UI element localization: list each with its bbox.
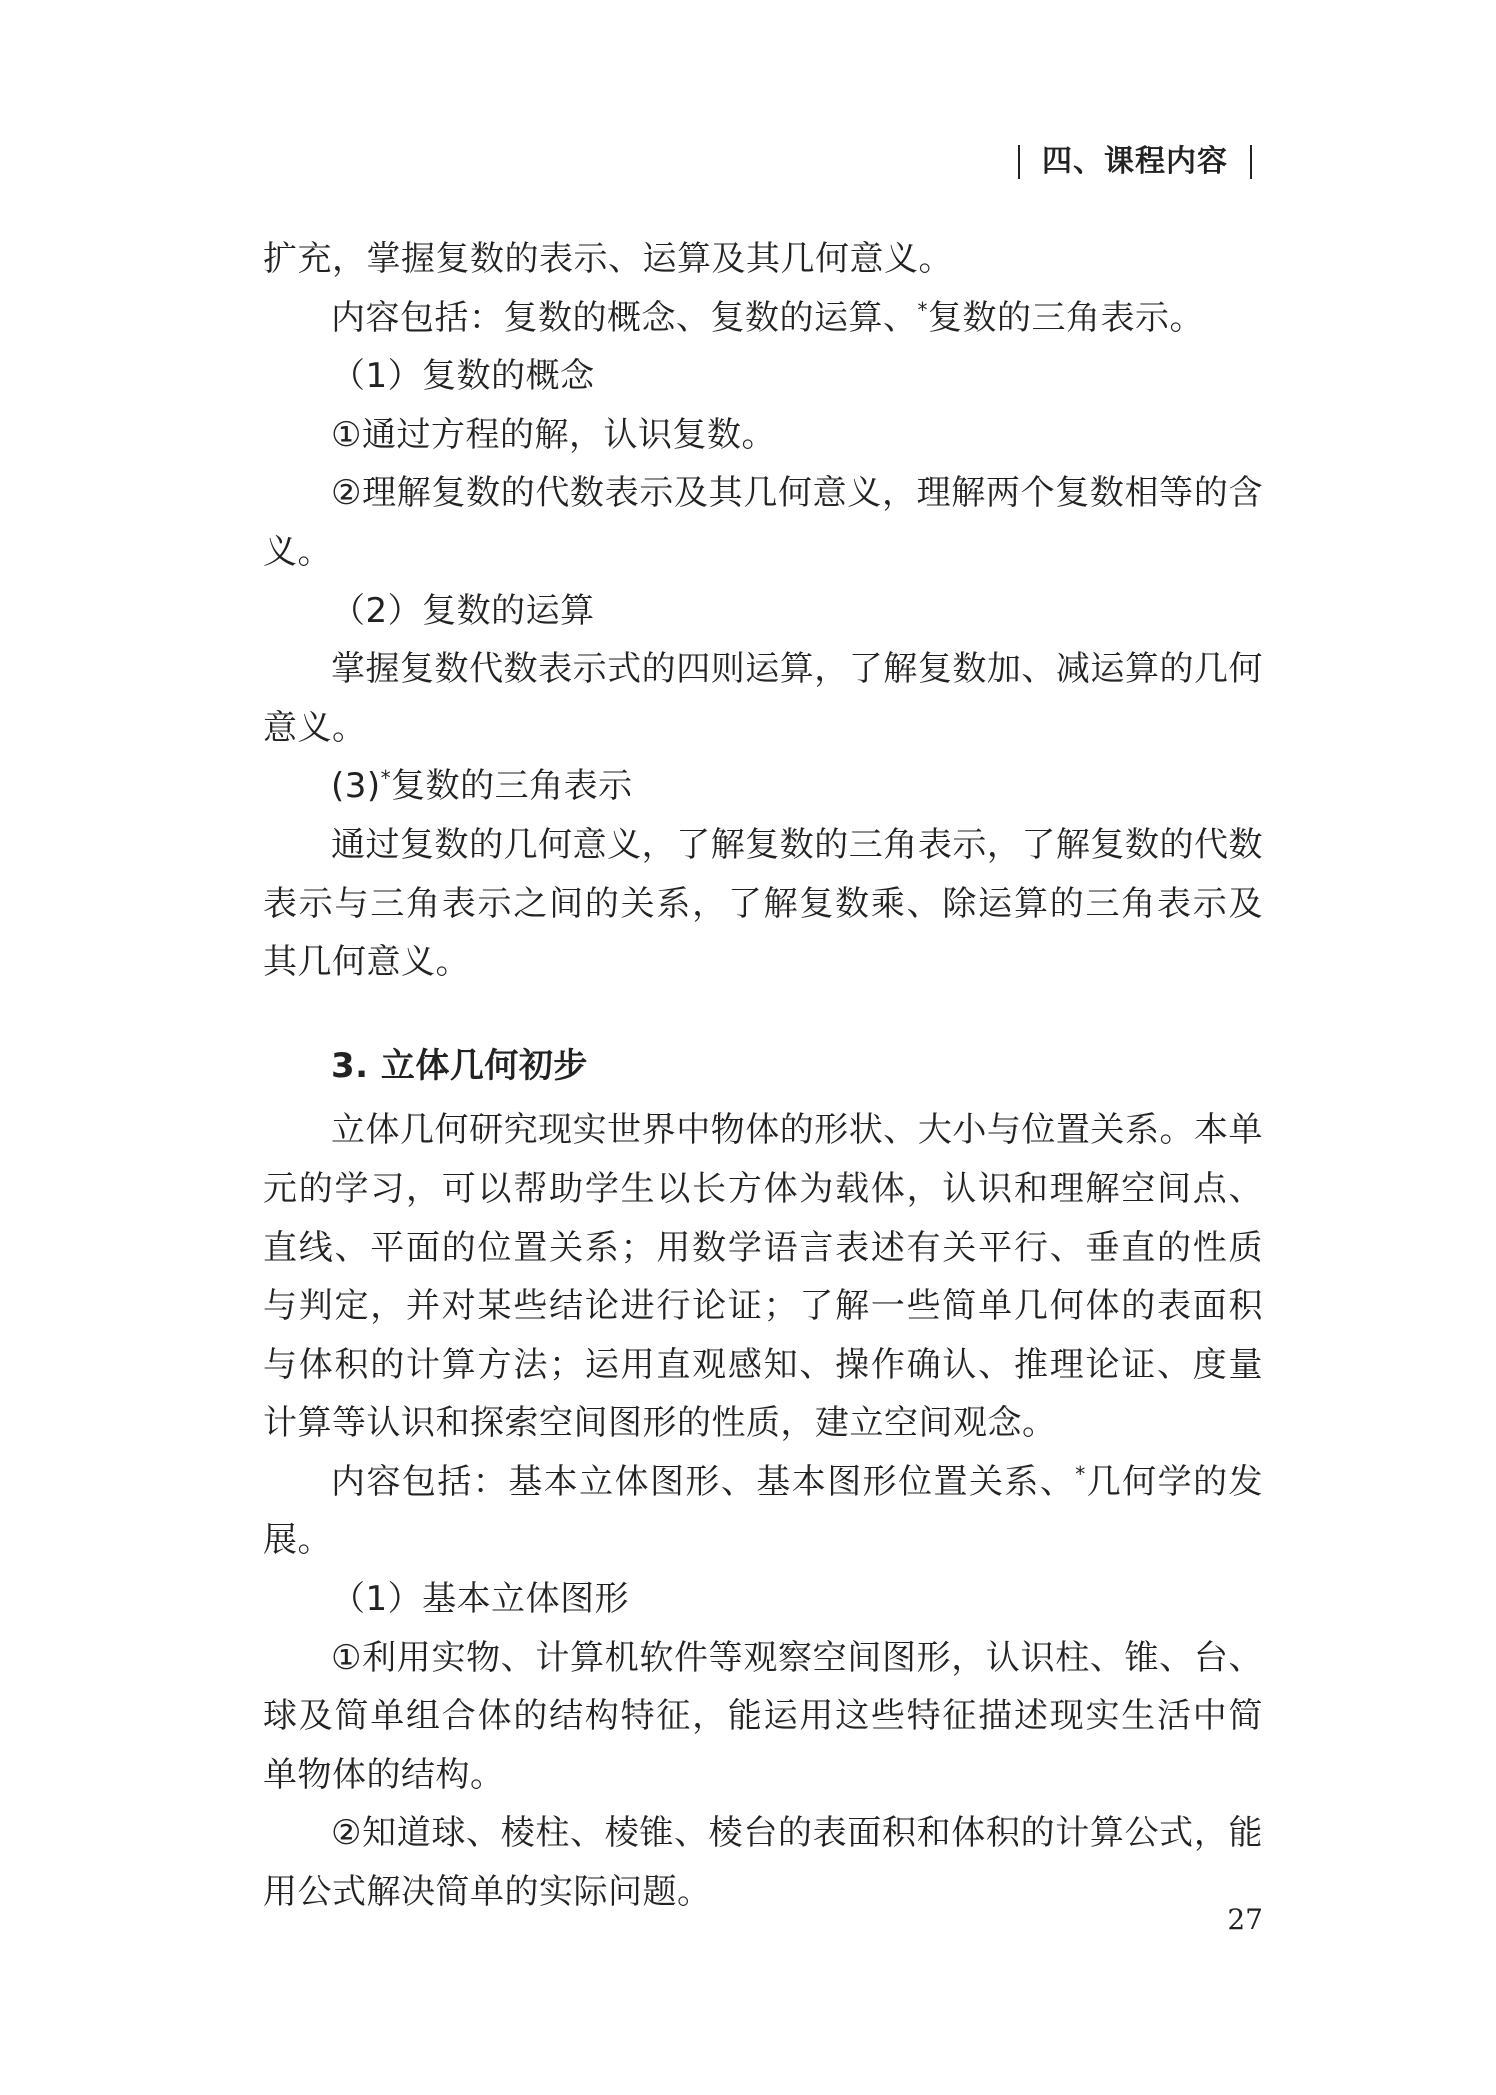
section-heading: 3. 立体几何初步: [331, 1045, 588, 1086]
optional-star: *: [380, 766, 392, 791]
header-divider-right: [1250, 145, 1252, 179]
paragraph-item-2: ②理解复数的代数表示及其几何意义，理解两个复数相等的含义。: [263, 473, 1263, 572]
text-segment: 几何学的发展。: [263, 1461, 1264, 1561]
header-section-title: 四、课程内容: [1042, 144, 1228, 179]
optional-star: *: [917, 297, 928, 322]
paragraph-item-2: ②知道球、棱柱、棱锥、棱台的表面积和体积的计算公式，能用公式解决简单的实际问题。: [263, 1813, 1263, 1913]
text-segment: 内容包括：复数的概念、复数的运算、: [331, 297, 918, 338]
paragraph-item-1: ①利用实物、计算机软件等观察空间图形，认识柱、锥、台、球及简单组合体的结构特征，能运用这些特征描述现实生活中简单物体的结构。: [263, 1637, 1263, 1795]
text-segment: 复数的三角表示。: [928, 297, 1204, 338]
subheading-complex-operations: （2）复数的运算: [331, 590, 595, 631]
running-header: [996, 142, 1274, 182]
header-divider-left: [1018, 145, 1020, 179]
paragraph-item-1: ①通过方程的解，认识复数。: [331, 414, 776, 455]
page-body: [263, 230, 1263, 1922]
text-segment: 内容包括：基本立体图形、基本图形位置关系、: [331, 1461, 1076, 1502]
subheading-complex-concept: （1）复数的概念: [331, 356, 595, 397]
paragraph-content-list: [263, 1453, 1263, 1570]
paragraph-section-intro: 立体几何研究现实世界中物体的形状、大小与位置关系。本单元的学习，可以帮助学生以长方体为载体，认识和理解空间点、直线、平面的位置关系；用数学语言表述有关平行、垂直的性质与判定，并对某些结论进行论证；了解一些简单几何体的表面积与体积的计算方法；运用直观感知、操作确认、推理论证、度量计算等认识和探索空间图形的性质，建立空间观念。: [263, 1110, 1263, 1444]
subheading-trig-form: [263, 757, 1263, 816]
paragraph-operations: 掌握复数代数表示式的四则运算，了解复数加、减运算的几何意义。: [263, 649, 1263, 748]
text-segment: 复数的三角表示: [391, 766, 633, 807]
paragraph-continuation: 扩充，掌握复数的表示、运算及其几何意义。: [263, 239, 953, 279]
text-segment: (3): [331, 766, 381, 807]
paragraph-trig-form: 通过复数的几何意义，了解复数的三角表示，了解复数的代数表示与三角表示之间的关系，了解复数乘、除运算的三角表示及其几何意义。: [263, 824, 1263, 983]
subheading-basic-solids: （1）基本立体图形: [331, 1579, 630, 1620]
page-number: 27: [1227, 1903, 1263, 1936]
optional-star: *: [1075, 1461, 1086, 1486]
paragraph-content-list: [263, 289, 1263, 348]
